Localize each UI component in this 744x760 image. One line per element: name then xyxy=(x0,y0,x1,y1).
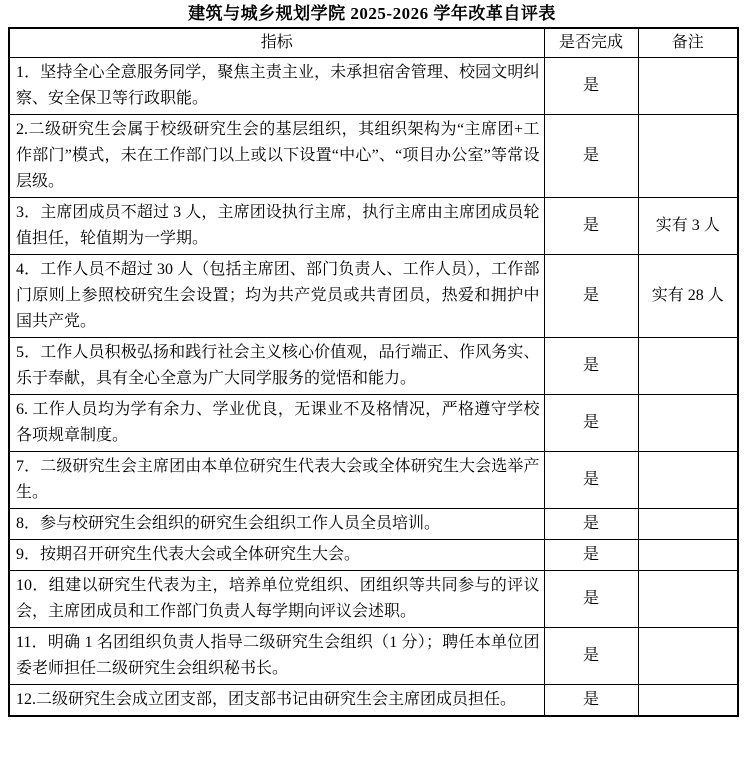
table-row xyxy=(9,338,738,395)
indicator-cell: 3．主席团成员不超过 3 人，主席团设执行主席，执行主席由主席团成员轮值担任，轮值期为一学期。 xyxy=(9,198,544,255)
completed-cell: 是 xyxy=(544,198,638,255)
remark-cell: 实有 28 人 xyxy=(638,255,738,338)
remark-cell xyxy=(638,58,738,115)
indicator-cell: 4．工作人员不超过 30 人（包括主席团、部门负责人、工作人员），工作部门原则上参照校研究生会设置；均为共产党员或共青团员，热爱和拥护中国共产党。 xyxy=(9,255,544,338)
table-row xyxy=(9,255,738,338)
remark-cell xyxy=(638,685,738,717)
indicator-cell: 5．工作人员积极弘扬和践行社会主义核心价值观，品行端正、作风务实、乐于奉献，具有全心全意为广大同学服务的觉悟和能力。 xyxy=(9,338,544,395)
completed-cell: 是 xyxy=(544,685,638,717)
completed-cell: 是 xyxy=(544,395,638,452)
table-row xyxy=(9,571,738,628)
header-row xyxy=(9,28,738,58)
remark-cell xyxy=(638,452,738,509)
table-header xyxy=(9,28,738,58)
remark-cell xyxy=(638,395,738,452)
indicator-cell: 1．坚持全心全意服务同学，聚焦主责主业，未承担宿舍管理、校园文明纠察、安全保卫等行政职能。 xyxy=(9,58,544,115)
indicator-cell: 11．明确 1 名团组织负责人指导二级研究生会组织（1 分）；聘任本单位团委老师担任二级研究生会组织秘书长。 xyxy=(9,628,544,685)
indicator-cell: 6. 工作人员均为学有余力、学业优良，无课业不及格情况，严格遵守学校各项规章制度。 xyxy=(9,395,544,452)
completed-cell: 是 xyxy=(544,452,638,509)
indicator-cell: 10．组建以研究生代表为主，培养单位党组织、团组织等共同参与的评议会，主席团成员和工作部门负责人每学期向评议会述职。 xyxy=(9,571,544,628)
header-completed: 是否完成 xyxy=(544,28,638,58)
indicator-cell: 12.二级研究生会成立团支部，团支部书记由研究生会主席团成员担任。 xyxy=(9,685,544,717)
remark-cell xyxy=(638,628,738,685)
remark-cell xyxy=(638,115,738,198)
table-row xyxy=(9,540,738,571)
remark-cell xyxy=(638,571,738,628)
remark-cell xyxy=(638,540,738,571)
table-row xyxy=(9,58,738,115)
page-title: 建筑与城乡规划学院 2025-2026 学年改革自评表 xyxy=(188,4,556,23)
remark-cell xyxy=(638,338,738,395)
indicator-cell: 8．参与校研究生会组织的研究生会组织工作人员全员培训。 xyxy=(9,509,544,540)
completed-cell: 是 xyxy=(544,571,638,628)
table-row xyxy=(9,395,738,452)
completed-cell: 是 xyxy=(544,509,638,540)
table-row xyxy=(9,198,738,255)
completed-cell: 是 xyxy=(544,338,638,395)
header-remark: 备注 xyxy=(638,28,738,58)
completed-cell: 是 xyxy=(544,628,638,685)
remark-cell xyxy=(638,509,738,540)
header-indicator: 指标 xyxy=(9,28,544,58)
table-body xyxy=(9,58,738,717)
completed-cell: 是 xyxy=(544,115,638,198)
completed-cell: 是 xyxy=(544,58,638,115)
indicator-cell: 9．按期召开研究生代表大会或全体研究生大会。 xyxy=(9,540,544,571)
table-row xyxy=(9,685,738,717)
table-row xyxy=(9,115,738,198)
table-row xyxy=(9,509,738,540)
completed-cell: 是 xyxy=(544,540,638,571)
remark-cell: 实有 3 人 xyxy=(638,198,738,255)
table-row xyxy=(9,452,738,509)
completed-cell: 是 xyxy=(544,255,638,338)
table-row xyxy=(9,628,738,685)
self-assessment-table xyxy=(8,27,739,717)
indicator-cell: 7．二级研究生会主席团由本单位研究生代表大会或全体研究生大会选举产生。 xyxy=(9,452,544,509)
indicator-cell: 2.二级研究生会属于校级研究生会的基层组织，其组织架构为“主席团+工作部门”模式，未在工作部门以上或以下设置“中心”、“项目办公室”等常设层级。 xyxy=(9,115,544,198)
